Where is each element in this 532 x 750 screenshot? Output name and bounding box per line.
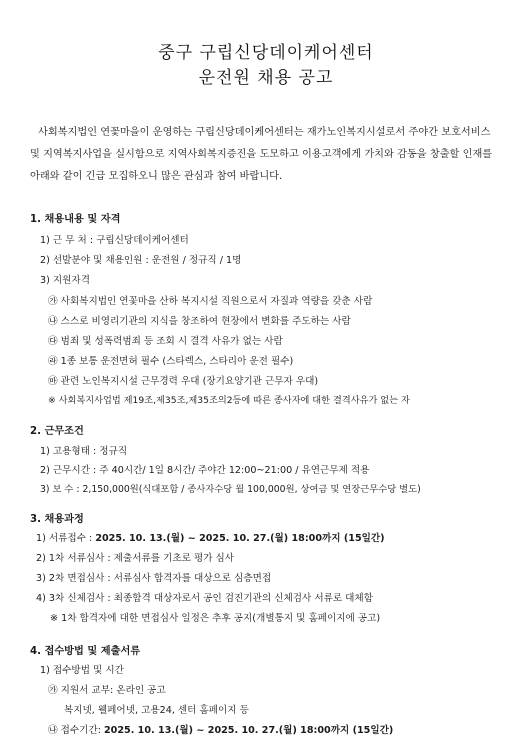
qualification-item-e: ㉲ 관련 노인복지시설 근무경력 우대 (장기요양기관 근무자 우대) [48,376,319,387]
qualification-item-b: ㉯ 스스로 비영리기관의 지식을 창조하여 현장에서 변화를 주도하는 사람 [48,316,351,327]
section2-heading: 2. 근무조건 [30,426,84,437]
position-line: 2) 선발분야 및 채용인원 : 운전원 / 정규직 / 1명 [40,255,242,266]
submission-period-value: 2025. 10. 13.(월) ~ 2025. 10. 27.(월) 18:00까지 (15일간) [104,725,394,736]
application-period-value: 2025. 10. 13.(월) ~ 2025. 10. 27.(월) 18:00까지 (15일간) [95,533,385,544]
workplace-line: 1) 근 무 처 : 구립신당데이케어센터 [40,235,189,246]
qualification-heading: 3) 지원자격 [40,275,90,286]
submission-item-a: ㉮ 지원서 교부: 온라인 공고 [48,685,166,696]
submission-period-line [48,722,393,736]
application-period-label: 1) 서류접수 : [36,533,96,544]
document-screening-line: 2) 1차 서류심사 : 제출서류를 기초로 평가 심사 [36,553,235,564]
qualification-item-a: ㉮ 사회복지법인 연꽃마을 산하 복지시설 직원으로서 자질과 역량을 갖춘 사람 [48,296,373,307]
qualification-item-c: ㉰ 범죄 및 성폭력범죄 등 조회 시 결격 사유가 없는 사람 [48,336,283,347]
submission-item-a-detail: 복지넷, 웰페어넷, 고용24, 센터 홈페이지 등 [64,705,249,716]
submission-method-heading: 1) 접수방법 및 시간 [40,665,124,676]
interview-schedule-note: ※ 1차 합격자에 대한 면접심사 일정은 추후 공지(개별통지 및 홈페이지에 공고) [50,613,381,624]
employment-type-line: 1) 고용형태 : 정규직 [40,446,128,457]
qualification-item-d: ㉱ 1종 보통 운전면허 필수 (스타렉스, 스타리아 운전 필수) [48,356,294,367]
submission-period-label: ㉯ 접수기간: [48,725,104,736]
qualification-note: ※ 사회복지사업법 제19조,제35조,제35조의2등에 따른 종사자에 대한 결격사유가 없는 자 [48,395,410,406]
section4-heading: 4. 접수방법 및 제출서류 [30,646,141,657]
document-title-line2: 운전원 채용 공고 [198,68,334,88]
interview-line: 3) 2차 면접심사 : 서류심사 합격자를 대상으로 심층면접 [36,573,272,584]
application-period-line [36,530,385,544]
work-hours-line: 2) 근무시간 : 주 40시간/ 1일 8시간/ 주야간 12:00~21:00 / 유연근무제 적용 [40,465,370,476]
section3-heading: 3. 채용과정 [30,514,84,525]
section1-heading: 1. 채용내용 및 자격 [30,214,121,225]
salary-line: 3) 보 수 : 2,150,000원(식대포함 / 종사자수당 월 100,000원, 상여금 및 연장근무수당 별도) [40,484,421,495]
medical-check-line: 4) 3차 신체검사 : 최종합격 대상자로서 공인 검진기관의 신체검사 서류로 대체함 [36,593,373,604]
intro-paragraph: 사회복지법인 연꽃마을이 운영하는 구립신당데이케어센터는 재가노인복지시설로서 주야간 보호서비스 및 지역복지사업을 실시함으로 지역사회복지증진을 도모하고 이용고객에게 가치와 감동을 창출할 인재를 아래와 같이 긴급 모집하오니 많은 관심과 참여 바랍니다. [30,127,493,182]
document-title-line1: 중구 구립신당데이케어센터 [158,43,374,63]
